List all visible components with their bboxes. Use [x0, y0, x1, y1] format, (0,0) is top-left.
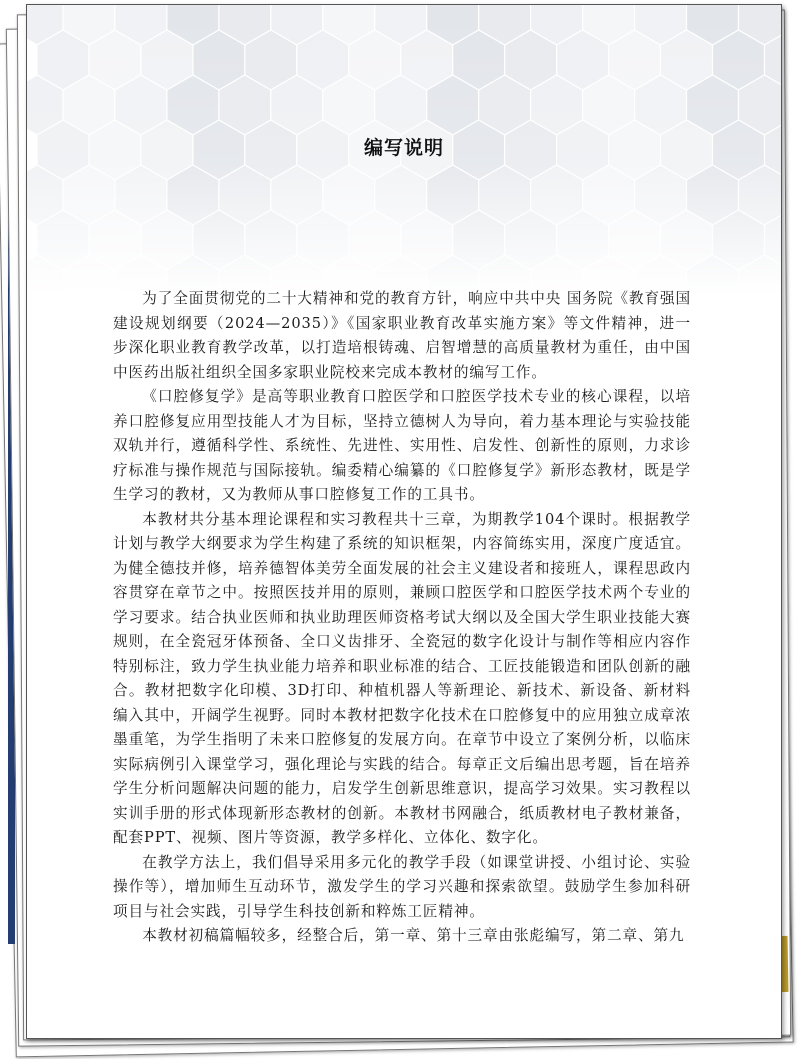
page-title: 编写说明	[363, 137, 444, 159]
document-page	[26, 4, 782, 1039]
paragraph-authors: 本教材初稿篇幅较多，经整合后，第一章、第十三章由张彪编写，第二章、第九	[142, 927, 685, 944]
paragraph-structure: 本教材共分基本理论课程和实习教程共十三章，为期教学104个课时。根据教学计划与教学大纲要求为学生构建了系统的知识框架，内容简练实用，深度广度适宜。为健全德技并修，培养德智体美劳全面发展的社会主义建设者和接班人，课程思政内容贯穿在章节之中。按照医技并用的原则，兼顾口腔医学和口腔医学技术两个专业的学习要求。结合执业医师和执业助理医师资格考试大纲以及全国大学生职业技能大赛规则，在全瓷冠牙体预备、全口义齿排牙、全瓷冠的数字化设计与制作等相应内容作特别标注，致力学生执业能力培养和职业标准的结合、工匠技能锻造和团队创新的融合。教材把数字化印模、3D打印、种植机器人等新理论、新技术、新设备、新材料编入其中，开阔学生视野。同时本教材把数字化技术在口腔修复中的应用独立成章浓墨重笔，为学生指明了未来口腔修复的发展方向。在章节中设立了案例分析，以临床实际病例引入课堂学习，强化理论与实践的结合。每章正文后编出思考题，旨在培养学生分析问题解决问题的能力，启发学生创新思维意识，提高学习效果。实习教程以实训手册的形式体现新形态教材的创新。本教材书网融合，纸质教材电子教材兼备，配套PPT、视频、图片等资源，教学多样化、立体化、数字化。	[113, 510, 691, 846]
paragraph-intro: 为了全面贯彻党的二十大精神和党的教育方针，响应中共中央 国务院《教育强国建设规划纲要（2024—2035）》《国家职业教育改革实施方案》等文件精神，进一步深化职业教育教学改革，以打造培根铸魂、启智增慧的高质量教材为重任，由中国中医药出版社组织全国多家职业院校来完成本教材的编写工作。	[113, 290, 691, 381]
paragraph-teaching-methods: 在教学方法上，我们倡导采用多元化的教学手段（如课堂讲授、小组讨论、实验操作等），增加师生互动环节，激发学生的学习兴趣和探索欲望。鼓励学生参加科研项目与社会实践，引导学生科技创新和粹炼工匠精神。	[113, 853, 691, 920]
paragraph-course: 《口腔修复学》是高等职业教育口腔医学和口腔医学技术专业的核心课程，以培养口腔修复应用型技能人才为目标，坚持立德树人为导向，着力基本理论与实验技能双轨并行，遵循科学性、系统性、先进性、实用性、启发性、创新性的原则，力求诊疗标准与操作规范与国际接轨。编委精心编纂的《口腔修复学》新形态教材，既是学生学习的教材，又为教师从事口腔修复工作的工具书。	[113, 388, 691, 503]
body-text	[113, 287, 691, 949]
